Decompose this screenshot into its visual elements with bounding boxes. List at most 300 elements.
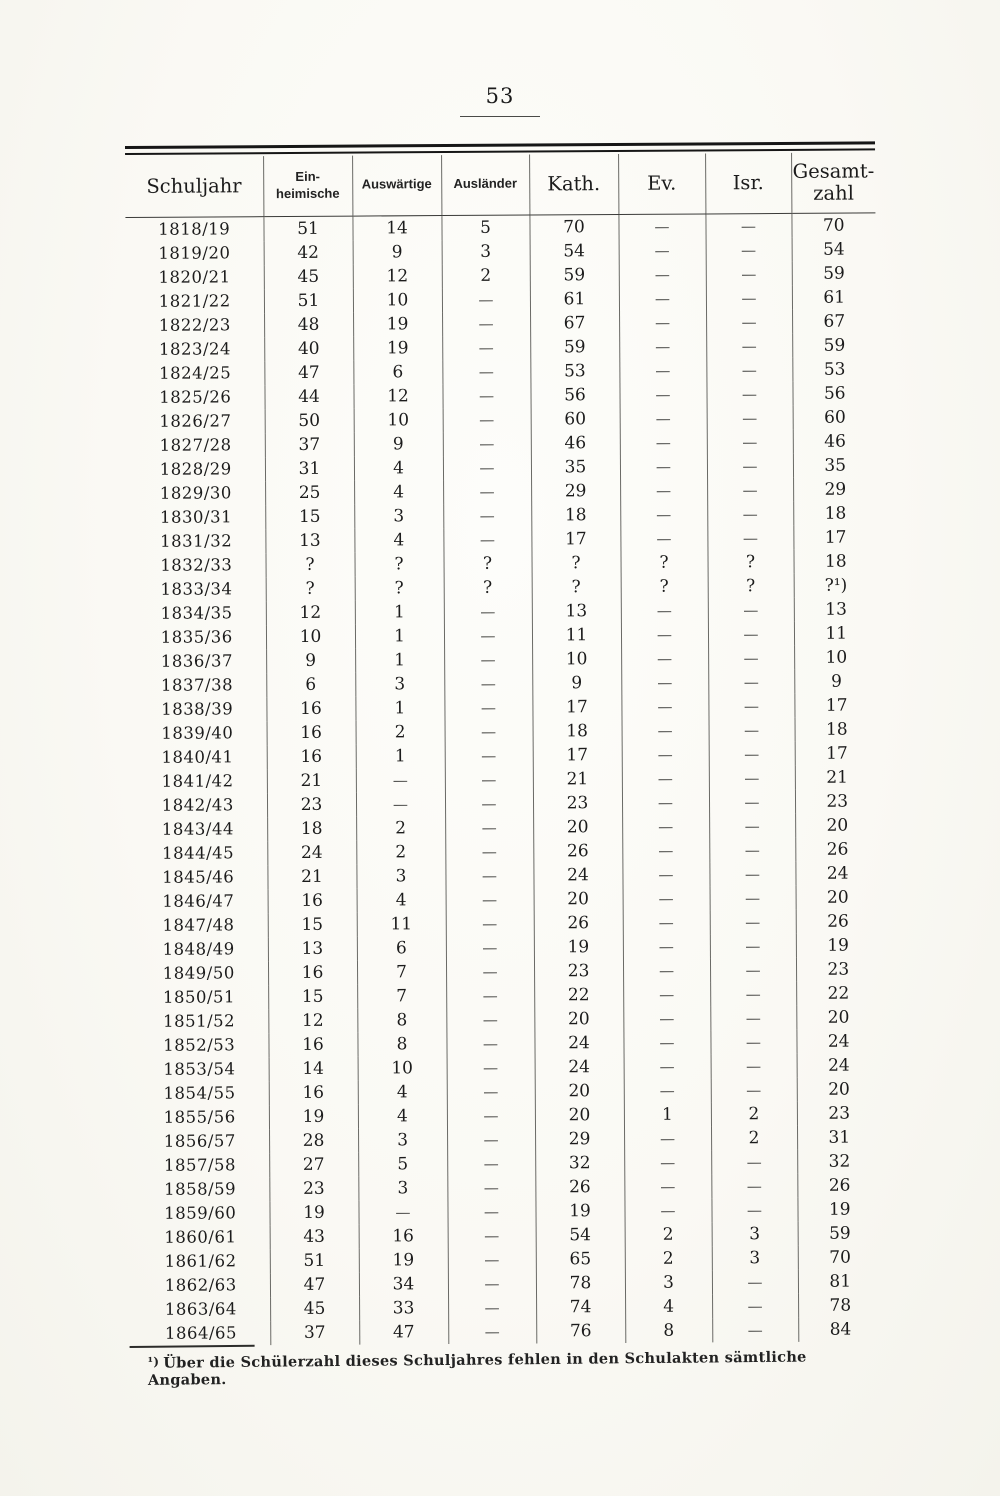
- cell-einheimische: 45: [264, 264, 353, 289]
- cell-schuljahr: 1823/24: [158, 338, 232, 359]
- cell-kath: 24: [535, 1054, 624, 1079]
- cell-einheimische: 47: [264, 360, 353, 385]
- cell-gesamtzahl: 21: [795, 765, 879, 790]
- cell-auslaender: —: [445, 839, 533, 864]
- cell-einheimische: 6: [266, 672, 355, 697]
- header-ev: [618, 153, 705, 214]
- cell-schuljahr: 1858/59: [164, 1178, 237, 1199]
- cell-ev: —: [621, 646, 708, 671]
- cell-isr: —: [708, 669, 794, 694]
- cell-gesamtzahl: 29: [793, 477, 877, 502]
- cell-auswaertige: 7: [357, 984, 446, 1009]
- cell-auslaender: —: [444, 671, 532, 696]
- cell-einheimische: ?: [266, 576, 355, 601]
- cell-auslaender: —: [447, 1103, 535, 1128]
- cell-kath: 24: [533, 862, 622, 887]
- cell-auslaender: —: [444, 623, 532, 648]
- cell-auswaertige: 3: [358, 1128, 447, 1153]
- cell-ev: —: [623, 958, 710, 983]
- cell-einheimische: 23: [267, 792, 356, 817]
- header-label: Ev.: [647, 171, 677, 195]
- header-label: Ein-: [295, 168, 321, 184]
- cell-gesamtzahl: ?¹): [794, 573, 878, 598]
- cell-kath: 59: [530, 334, 619, 359]
- cell-kath: ?: [532, 574, 621, 599]
- cell-isr: —: [711, 1197, 797, 1222]
- cell-auslaender: —: [445, 719, 533, 744]
- cell-auswaertige: 19: [353, 336, 442, 361]
- cell-gesamtzahl: 53: [792, 357, 876, 382]
- cell-auslaender: —: [447, 1151, 535, 1176]
- header-label: Kath.: [547, 171, 601, 196]
- cell-auslaender: —: [446, 887, 534, 912]
- cell-ev: 8: [625, 1318, 712, 1343]
- cell-auslaender: —: [445, 863, 533, 888]
- cell-auswaertige: 19: [353, 312, 442, 337]
- cell-kath: 23: [533, 790, 622, 815]
- cell-kath: 20: [534, 1006, 623, 1031]
- cell-auswaertige: 14: [352, 215, 441, 240]
- cell-kath: 54: [530, 238, 619, 263]
- cell-schuljahr: 1848/49: [162, 938, 235, 959]
- cell-auswaertige: 19: [359, 1248, 448, 1273]
- header-kath: [529, 154, 618, 215]
- cell-schuljahr: 1838/39: [161, 698, 234, 719]
- header-gesamtzahl: [791, 152, 875, 213]
- cell-auswaertige: —: [356, 792, 445, 817]
- cell-einheimische: 45: [270, 1296, 359, 1321]
- cell-isr: —: [707, 501, 793, 526]
- cell-schuljahr: 1826/27: [159, 410, 232, 431]
- cell-einheimische: 19: [269, 1104, 358, 1129]
- header-schuljahr: [125, 156, 263, 217]
- cell-auswaertige: 3: [355, 672, 444, 697]
- cell-ev: —: [624, 1174, 711, 1199]
- cell-gesamtzahl: 26: [795, 837, 879, 862]
- cell-kath: 13: [532, 598, 621, 623]
- cell-gesamtzahl: 20: [797, 1077, 881, 1102]
- cell-isr: —: [710, 909, 796, 934]
- cell-isr: 3: [712, 1245, 798, 1270]
- cell-gesamtzahl: 46: [793, 429, 877, 454]
- cell-schuljahr: 1864/65: [164, 1322, 238, 1343]
- cell-kath: 20: [535, 1078, 624, 1103]
- cell-isr: 2: [711, 1101, 797, 1126]
- cell-isr: ?: [707, 549, 793, 574]
- cell-isr: —: [708, 693, 794, 718]
- cell-auslaender: —: [447, 1079, 535, 1104]
- cell-auswaertige: 9: [353, 240, 442, 265]
- cell-ev: —: [622, 790, 709, 815]
- cell-schuljahr: 1851/52: [163, 1010, 236, 1031]
- cell-auswaertige: 3: [356, 864, 445, 889]
- cell-gesamtzahl: 56: [792, 381, 876, 406]
- cell-schuljahr: 1854/55: [163, 1082, 236, 1103]
- cell-auswaertige: 6: [353, 360, 442, 385]
- cell-auswaertige: 10: [358, 1056, 447, 1081]
- cell-schuljahr: 1845/46: [162, 866, 235, 887]
- cell-einheimische: 12: [268, 1008, 357, 1033]
- cell-schuljahr: 1825/26: [159, 386, 232, 407]
- cell-auslaender: 5: [441, 215, 529, 240]
- cell-schuljahr: 1863/64: [164, 1298, 237, 1319]
- cell-auslaender: —: [447, 1175, 535, 1200]
- cell-auswaertige: 4: [358, 1080, 447, 1105]
- cell-auslaender: —: [443, 407, 531, 432]
- cell-auswaertige: 4: [354, 480, 443, 505]
- header-label: heimische: [275, 185, 340, 201]
- cell-einheimische: 16: [266, 696, 355, 721]
- cell-gesamtzahl: 59: [792, 261, 876, 286]
- cell-schuljahr: 1860/61: [164, 1226, 237, 1247]
- cell-kath: 60: [531, 406, 620, 431]
- cell-einheimische: 16: [267, 744, 356, 769]
- header-auslaender: [441, 155, 529, 216]
- cell-kath: 59: [530, 262, 619, 287]
- cell-ev: —: [623, 1030, 710, 1055]
- cell-kath: 24: [534, 1030, 623, 1055]
- footnote-text: [130, 1348, 860, 1389]
- cell-auswaertige: 1: [356, 744, 445, 769]
- cell-auswaertige: 4: [354, 528, 443, 553]
- cell-schuljahr: 1856/57: [163, 1130, 236, 1151]
- cell-kath: 26: [534, 910, 623, 935]
- cell-einheimische: 21: [267, 768, 356, 793]
- cell-schuljahr: 1855/56: [163, 1106, 236, 1127]
- cell-kath: 76: [536, 1318, 625, 1343]
- cell-isr: —: [712, 1317, 798, 1342]
- cell-kath: 19: [535, 1198, 624, 1223]
- header-isr: [705, 153, 791, 214]
- cell-isr: —: [711, 1149, 797, 1174]
- cell-auslaender: 2: [442, 263, 530, 288]
- cell-auswaertige: —: [356, 768, 445, 793]
- cell-isr: —: [709, 741, 795, 766]
- cell-ev: —: [624, 1126, 711, 1151]
- cell-isr: —: [705, 213, 791, 238]
- cell-ev: —: [623, 934, 710, 959]
- cell-isr: —: [709, 717, 795, 742]
- cell-einheimische: 37: [265, 432, 354, 457]
- cell-schuljahr: 1824/25: [159, 362, 232, 383]
- cell-einheimische: 50: [265, 408, 354, 433]
- cell-schuljahr: 1831/32: [160, 530, 233, 551]
- header-label: zahl: [813, 181, 854, 205]
- cell-schuljahr: 1822/23: [158, 314, 231, 335]
- cell-auswaertige: 8: [357, 1032, 446, 1057]
- cell-auswaertige: 3: [358, 1176, 447, 1201]
- table-header-row: [125, 152, 875, 217]
- cell-auslaender: —: [442, 383, 530, 408]
- cell-kath: 46: [531, 430, 620, 455]
- footnote-body: Über die Schülerzahl dieses Schuljahres fehlen in den Schulakten sämtliche Angaben.: [147, 1348, 807, 1389]
- cell-schuljahr: 1839/40: [161, 722, 234, 743]
- cell-auslaender: —: [446, 935, 534, 960]
- cell-gesamtzahl: 18: [793, 549, 877, 574]
- cell-auslaender: —: [447, 1127, 535, 1152]
- cell-ev: —: [619, 286, 706, 311]
- cell-kath: 53: [530, 358, 619, 383]
- cell-einheimische: 48: [264, 312, 353, 337]
- cell-auswaertige: 1: [355, 624, 444, 649]
- cell-isr: —: [710, 885, 796, 910]
- cell-gesamtzahl: 61: [792, 285, 876, 310]
- cell-ev: —: [620, 454, 707, 479]
- cell-gesamtzahl: 18: [795, 717, 879, 742]
- cell-auslaender: ?: [443, 551, 531, 576]
- cell-einheimische: 40: [264, 336, 353, 361]
- cell-kath: 32: [535, 1150, 624, 1175]
- cell-schuljahr: 1829/30: [159, 482, 232, 503]
- cell-kath: 56: [530, 382, 619, 407]
- cell-gesamtzahl: 17: [793, 525, 877, 550]
- cell-gesamtzahl: 11: [794, 621, 878, 646]
- cell-einheimische: 16: [268, 1032, 357, 1057]
- cell-kath: 21: [533, 766, 622, 791]
- cell-kath: 23: [534, 958, 623, 983]
- cell-kath: 10: [532, 646, 621, 671]
- cell-auslaender: —: [446, 983, 534, 1008]
- cell-ev: —: [619, 334, 706, 359]
- cell-einheimische: 19: [269, 1200, 358, 1225]
- cell-isr: —: [709, 813, 795, 838]
- cell-gesamtzahl: 22: [796, 981, 880, 1006]
- cell-ev: —: [622, 742, 709, 767]
- cell-auswaertige: 6: [357, 936, 446, 961]
- cell-schuljahr: 1821/22: [158, 290, 231, 311]
- header-auswaertige: [352, 155, 441, 216]
- cell-ev: —: [620, 430, 707, 455]
- cell-gesamtzahl: 24: [797, 1053, 881, 1078]
- cell-kath: ?: [531, 550, 620, 575]
- cell-einheimische: 27: [269, 1152, 358, 1177]
- cell-einheimische: 51: [263, 216, 352, 241]
- header-label: Auswärtige: [361, 176, 432, 192]
- footnote-separator-rule: [130, 1345, 255, 1348]
- cell-gesamtzahl: 10: [794, 645, 878, 670]
- cell-ev: —: [619, 238, 706, 263]
- cell-gesamtzahl: 24: [796, 1029, 880, 1054]
- footnote-marker: ¹): [147, 1354, 160, 1369]
- cell-auswaertige: 1: [355, 648, 444, 673]
- header-einheimische: [263, 156, 352, 217]
- cell-gesamtzahl: 20: [795, 813, 879, 838]
- cell-isr: —: [711, 1053, 797, 1078]
- cell-auslaender: —: [448, 1319, 536, 1344]
- cell-schuljahr: 1846/47: [162, 890, 235, 911]
- cell-auslaender: —: [445, 767, 533, 792]
- cell-gesamtzahl: 84: [798, 1317, 882, 1342]
- cell-kath: 74: [536, 1294, 625, 1319]
- cell-auslaender: —: [443, 503, 531, 528]
- cell-isr: —: [706, 333, 792, 358]
- cell-isr: 2: [711, 1125, 797, 1150]
- cell-gesamtzahl: 59: [798, 1221, 882, 1246]
- cell-gesamtzahl: 19: [796, 933, 880, 958]
- cell-auslaender: 3: [442, 239, 530, 264]
- cell-einheimische: 15: [268, 984, 357, 1009]
- cell-einheimische: 12: [266, 600, 355, 625]
- cell-isr: —: [710, 1005, 796, 1030]
- cell-auslaender: —: [442, 335, 530, 360]
- cell-isr: —: [708, 597, 794, 622]
- cell-ev: —: [622, 814, 709, 839]
- cell-isr: —: [706, 309, 792, 334]
- table-header: [125, 152, 875, 217]
- school-statistics-table: [125, 152, 882, 1345]
- cell-kath: 61: [530, 286, 619, 311]
- cell-auswaertige: 4: [358, 1104, 447, 1129]
- cell-einheimische: 16: [268, 960, 357, 985]
- cell-ev: —: [618, 213, 705, 238]
- cell-schuljahr: 1843/44: [161, 818, 234, 839]
- cell-schuljahr: 1853/54: [163, 1058, 236, 1079]
- cell-gesamtzahl: 23: [795, 789, 879, 814]
- cell-ev: —: [623, 982, 710, 1007]
- cell-schuljahr: 1862/63: [164, 1274, 237, 1295]
- cell-auswaertige: 12: [353, 384, 442, 409]
- cell-gesamtzahl: 19: [797, 1197, 881, 1222]
- cell-kath: 11: [532, 622, 621, 647]
- cell-auslaender: —: [443, 431, 531, 456]
- cell-kath: 17: [531, 526, 620, 551]
- cell-gesamtzahl: 31: [797, 1125, 881, 1150]
- cell-schuljahr: 1837/38: [160, 674, 234, 695]
- cell-ev: —: [620, 502, 707, 527]
- cell-gesamtzahl: 24: [795, 861, 879, 886]
- cell-schuljahr: 1840/41: [161, 746, 234, 767]
- school-statistics-table-block: [125, 141, 882, 1345]
- cell-gesamtzahl: 54: [792, 237, 876, 262]
- cell-kath: 26: [533, 838, 622, 863]
- cell-ev: —: [621, 694, 708, 719]
- cell-auswaertige: ?: [354, 552, 443, 577]
- cell-schuljahr: 1857/58: [163, 1154, 237, 1175]
- cell-schuljahr: 1850/51: [162, 986, 236, 1007]
- cell-kath: 9: [532, 670, 621, 695]
- cell-auslaender: —: [444, 599, 532, 624]
- cell-ev: —: [622, 718, 709, 743]
- cell-auslaender: —: [445, 815, 533, 840]
- cell-einheimische: 13: [268, 936, 357, 961]
- cell-auslaender: —: [445, 743, 533, 768]
- cell-gesamtzahl: 20: [796, 1005, 880, 1030]
- cell-isr: —: [710, 933, 796, 958]
- cell-kath: 17: [533, 742, 622, 767]
- cell-isr: —: [712, 1269, 798, 1294]
- cell-auswaertige: 12: [353, 264, 442, 289]
- cell-auswaertige: —: [358, 1200, 447, 1225]
- cell-isr: —: [711, 1173, 797, 1198]
- cell-isr: —: [707, 429, 793, 454]
- cell-einheimische: 15: [265, 504, 354, 529]
- cell-isr: —: [711, 1077, 797, 1102]
- cell-kath: 20: [534, 886, 623, 911]
- cell-isr: —: [709, 789, 795, 814]
- cell-kath: 18: [531, 502, 620, 527]
- cell-auslaender: —: [443, 479, 531, 504]
- cell-gesamtzahl: 23: [796, 957, 880, 982]
- cell-gesamtzahl: 23: [797, 1101, 881, 1126]
- cell-schuljahr: 1833/34: [160, 578, 233, 599]
- cell-schuljahr: 1827/28: [159, 434, 232, 455]
- cell-einheimische: 44: [264, 384, 353, 409]
- cell-einheimische: 16: [269, 1080, 358, 1105]
- cell-ev: 4: [625, 1294, 712, 1319]
- cell-schuljahr: 1820/21: [158, 266, 231, 287]
- cell-auswaertige: 4: [354, 456, 443, 481]
- cell-isr: —: [706, 261, 792, 286]
- cell-ev: —: [623, 1006, 710, 1031]
- page-header: [0, 84, 1000, 117]
- cell-schuljahr: 1835/36: [160, 626, 233, 647]
- cell-isr: —: [707, 477, 793, 502]
- cell-schuljahr: 1819/20: [158, 242, 231, 263]
- cell-einheimische: 18: [267, 816, 356, 841]
- cell-einheimische: 10: [266, 624, 355, 649]
- cell-einheimische: 16: [268, 888, 357, 913]
- cell-kath: 20: [533, 814, 622, 839]
- cell-isr: —: [710, 981, 796, 1006]
- cell-ev: —: [621, 670, 708, 695]
- cell-ev: 1: [624, 1102, 711, 1127]
- cell-gesamtzahl: 18: [793, 501, 877, 526]
- cell-schuljahr: 1834/35: [160, 602, 233, 623]
- cell-auslaender: —: [444, 695, 532, 720]
- cell-auslaender: —: [448, 1271, 536, 1296]
- cell-ev: —: [623, 910, 710, 935]
- cell-kath: 35: [531, 454, 620, 479]
- cell-isr: —: [707, 525, 793, 550]
- cell-auslaender: —: [446, 911, 534, 936]
- cell-schuljahr: 1861/62: [164, 1250, 237, 1271]
- cell-gesamtzahl: 13: [794, 597, 878, 622]
- cell-ev: —: [624, 1150, 711, 1175]
- cell-ev: 2: [625, 1246, 712, 1271]
- cell-ev: 2: [625, 1222, 712, 1247]
- cell-auswaertige: 34: [359, 1272, 448, 1297]
- cell-isr: ?: [708, 573, 794, 598]
- cell-auswaertige: 9: [354, 432, 443, 457]
- cell-schuljahr: 1852/53: [163, 1034, 236, 1055]
- cell-einheimische: 47: [270, 1272, 359, 1297]
- cell-isr: —: [709, 837, 795, 862]
- cell-einheimische: 14: [269, 1056, 358, 1081]
- cell-gesamtzahl: 59: [792, 333, 876, 358]
- cell-auswaertige: ?: [355, 576, 444, 601]
- cell-gesamtzahl: 26: [796, 909, 880, 934]
- cell-gesamtzahl: 20: [796, 885, 880, 910]
- cell-isr: —: [708, 645, 794, 670]
- cell-auslaender: —: [447, 1055, 535, 1080]
- cell-auslaender: —: [442, 359, 530, 384]
- cell-schuljahr: 1859/60: [164, 1202, 237, 1223]
- cell-auslaender: —: [442, 287, 530, 312]
- cell-isr: —: [706, 357, 792, 382]
- cell-auslaender: ?: [444, 575, 532, 600]
- cell-einheimische: 25: [265, 480, 354, 505]
- cell-kath: 18: [533, 718, 622, 743]
- cell-ev: —: [620, 478, 707, 503]
- cell-einheimische: 16: [267, 720, 356, 745]
- cell-auswaertige: 16: [359, 1224, 448, 1249]
- cell-kath: 29: [531, 478, 620, 503]
- cell-auswaertige: 2: [356, 816, 445, 841]
- cell-gesamtzahl: 17: [795, 741, 879, 766]
- cell-auslaender: —: [447, 1199, 535, 1224]
- cell-einheimische: 28: [269, 1128, 358, 1153]
- cell-gesamtzahl: 67: [792, 309, 876, 334]
